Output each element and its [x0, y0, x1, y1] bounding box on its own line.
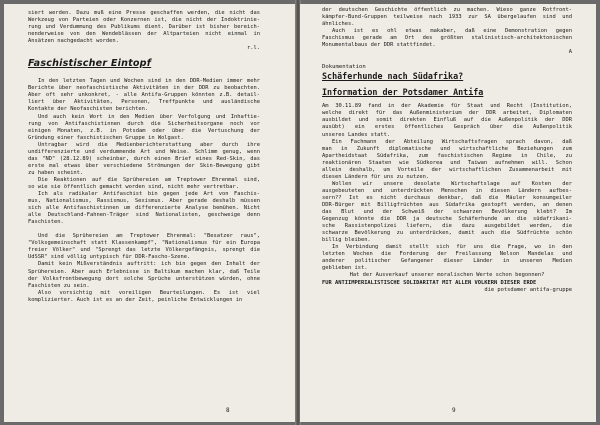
text-line: ausbildet und somit direkten Einfluß auf die Außenpolitik der DDR	[322, 117, 572, 124]
text-line: der Volksfrontbewegung dort solche Sprüche unterstützen würden, ohne	[28, 275, 260, 282]
text-line: Ich als radikaler Antifaschist bin gegen jede Art von Faschis-	[38, 191, 260, 198]
text-line: Gegenzug könnte die DDR ja deutsche Schäferhunde an die südafrikani-	[322, 216, 572, 223]
continued-paragraph	[322, 28, 572, 49]
intro-paragraph	[28, 10, 260, 45]
closing-slogan: FÜR ANTIIMPERIALISTISCHE SOLIDARITÄT MIT ALLEN VÖLKERN DIESER ERDE	[322, 279, 537, 286]
text-line: Damit kein Mißverständnis auftritt: ich bin gegen den Inhalt der	[38, 261, 260, 268]
right-page	[300, 4, 596, 422]
text-line: reaktionären Staaten wie Südkorea und Taiwan aufnehmen will. Schon	[322, 159, 572, 166]
text-line: Und die Sprühereien am Treptower Ehrenmal: "Besatzer raus",	[38, 233, 260, 240]
text-line: billig bleiben.	[322, 237, 371, 244]
text-line: erste mal etwas über verschiedene Strömungen der Skin-Bewegung gibt	[28, 162, 260, 169]
article-paragraph	[28, 233, 260, 261]
text-line: diesen Ländern für uns zu nutzen.	[322, 173, 430, 180]
text-line: UdSSR" sind völlig untypisch für DDR-Fascho-Szene.	[28, 254, 191, 261]
text-line: unseres Landes statt.	[322, 131, 391, 138]
text-line: welche direkt für das Außenministerium der DDR arbeitet, Diplomaten	[322, 110, 572, 117]
text-line: Faschisten.	[28, 219, 64, 226]
page-number: 9	[452, 407, 456, 414]
text-line: kämpfer-Bund-Gruppen teilweise nach 1933 zur SA übergelaufen sind und	[322, 14, 572, 21]
paragraph-gap	[28, 226, 260, 233]
text-line: Die Reaktionen auf die Sprühereien am Treptower Ehrenmal sind,	[38, 176, 260, 183]
closing-signature: die potsdamer antifa-gruppe	[484, 286, 572, 293]
article-paragraph	[322, 103, 572, 138]
text-line: einigen Monaten, z.B. in Potsdam oder über die Vertuschung der	[28, 127, 260, 134]
left-page	[4, 4, 296, 422]
text-line: komplizierter. Auch ist es an der Zeit, peinliche Entwicklungen in	[28, 296, 243, 303]
text-line: letzten Wochen die Forderung der Freilassung Nelson Mandelas und	[322, 251, 572, 258]
article-paragraph	[28, 261, 260, 289]
text-line: Berichte über neofaschistische Aktivitäten in der DDR zu beobachten.	[28, 85, 260, 92]
left-column	[28, 10, 260, 304]
text-line: Sprühereien. Aber auch Erlebnisse in Baltikum machen klar, daß Teile	[28, 268, 260, 275]
text-line: Monumentalbaus der DDR stattfindet.	[322, 42, 436, 49]
section-gap	[322, 56, 572, 63]
article-paragraph	[28, 177, 260, 191]
text-line: ausgebeuteten und unterdrückten Menschen in diesen Ländern aufbes-	[322, 187, 572, 194]
article-headline-line1: Schäferhunde nach Südafrika?	[322, 71, 464, 82]
text-line: Werkzeug von Parteien oder Konzernen ist, die nicht der Indoktrinie-	[28, 17, 260, 24]
article-paragraph	[28, 290, 260, 304]
article-paragraph	[28, 142, 260, 177]
text-line: rung und Verdummung des Publikums dient. Darüber ist bisher bereich-	[28, 24, 260, 31]
text-line: Ein Fachmann der Abteilung Wirtschaftsfragen sprach davon, daß	[332, 138, 572, 145]
article-paragraph	[322, 244, 572, 272]
text-line: Kontakte der Neofaschisten berichten.	[28, 106, 149, 113]
text-line: Gründung einer faschistischen Gruppe in Wolgast.	[28, 134, 184, 141]
text-line: das Blut und der Schweiß der schwarzen Bevölkerung klebt? Im	[322, 209, 572, 216]
text-line: so wie sie öffentlich gemacht worden sind, nicht mehr vertretbar.	[28, 183, 239, 190]
continued-paragraph	[322, 7, 572, 28]
text-line: sich alle Antifaschistinnen um differenzierte Analyse bemühen. Nicht	[28, 205, 260, 212]
continued-signature: A	[568, 49, 572, 56]
text-line: sern?? Ist es nicht durchaus denkbar, daß die Mäuler konsumgeiler	[322, 194, 572, 201]
text-line: ausübt) ein erstes öffentliches Gespräch über die Außenpolitik	[322, 124, 572, 131]
text-line: "Volksgemeinschaft statt Klassenkampf", "Nationalismus für ein Europa	[28, 240, 260, 247]
text-line: Wollen wir unsere desolate Wirtschaftslage auf Kosten der	[332, 180, 572, 187]
text-line: zu haben scheint.	[28, 169, 84, 176]
article-headline-line2: Information der Potsdamer Antifa	[322, 87, 484, 98]
text-line: undifferenzierte und verdummende Art und Weise. Schlimm genug, wenn	[28, 148, 260, 155]
text-line: Faschisten zu sein.	[28, 282, 90, 289]
text-line: ähnliches.	[322, 21, 355, 28]
text-line: Also vorsichtig mit voreiligen Beurteilungen. Es ist viel	[38, 289, 260, 296]
text-line: Auch ist es ohl etwas makaber, daß eine Demonstration gegen	[332, 28, 572, 35]
text-line: geblieben ist.	[322, 265, 368, 272]
text-line: alle Deutschland-Fahnen-Träger sind Nationalisten, geschweige denn	[28, 212, 260, 219]
text-line: Am 30.11.89 fand in der Akademie für Staat und Recht (Institution,	[322, 103, 572, 110]
article-paragraph	[322, 139, 572, 181]
text-line: nenderweise von den Wendeblässen der Altparteien nicht einmal in	[28, 31, 260, 38]
text-line: der deutschen Geschichte öffentlich zu machen. Wieso ganze Rotfront-	[322, 7, 572, 13]
page-number: 8	[226, 407, 230, 414]
text-line: Apartheidstaat Südafrika, zum faschistischen Regime in Chile, zu	[322, 152, 572, 159]
right-column	[322, 7, 572, 294]
text-line: allein deshalb, um Vorteile der wirtschaftlichen Zusammenarbeit mit	[322, 166, 572, 173]
article-paragraph	[322, 181, 572, 244]
text-line: Und auch kein Wort in den Medien über Verfolgung und Inhaftie-	[38, 113, 260, 120]
text-line: anderer politischer Gefangener dieser Länder in unseren Medien	[322, 258, 572, 265]
text-line: freier Völker" und "Sprengt das letzte Völkergefängnis, sprengt die	[28, 247, 260, 254]
text-line: Faschismus gerade am Ort des größten stalinistisch-architektonischen	[322, 35, 572, 42]
text-line: rung von Antifaschistinnen durch die Sicherheitsorgane noch vor	[28, 120, 260, 127]
text-line: siert werden. Dazu muß eine Presse geschaffen werden, die nicht das	[28, 10, 260, 16]
text-line: liert über Aktivitäten, Personen, Treffpunkte und ausländische	[28, 99, 260, 106]
article-paragraph	[28, 191, 260, 226]
text-line: In den letzten Tagen und Wochen sind in den DDR-Medien immer mehr	[38, 78, 260, 85]
article-headline-faschistischer-eintopf: Faschistischer Eintopf	[28, 58, 152, 70]
text-line: Untragbar wird die Medienberichterstattung aber durch ihre	[38, 141, 260, 148]
text-line: Aber oft sehr unkonkret, - alle Antifa-Gruppen könnten z.B. detail-	[28, 92, 260, 99]
text-line: Ansätzen nachgedacht worden.	[28, 38, 119, 45]
section-label: Dokumentation	[322, 64, 366, 71]
intro-signature: r.l.	[247, 45, 260, 52]
article-paragraph	[28, 114, 260, 142]
text-line: mus, Nationalismus, Rassismus, Sexismus. Aber gerade deshalb müssen	[28, 198, 260, 205]
text-line: DDR-Bürger mit Billigfrüchten aus Südafrika gestopft werden, an denen	[322, 201, 572, 208]
text-line: In Verbindung damit stellt sich für uns die Frage, wo in den	[332, 244, 572, 251]
closing-question: Hat der Ausverkauf unserer moralischen Werte schon begonnen?	[349, 272, 545, 279]
text-line: man in Zukunft diplomatische und wirtschaftliche Beziehungen zum	[322, 145, 572, 152]
text-line: das "ND" (28.12.89) scheinbar, durch einen Brief eines Red-Skin, das	[28, 155, 260, 162]
text-line: sche Rassistenpolizei liefern, die dazu ausgebildet werden, die	[322, 223, 572, 230]
text-line: schwarze Bevölkerung zu unterdrücken, damit auch die Südfrüchte schön	[322, 230, 572, 237]
article-paragraph	[28, 78, 260, 113]
